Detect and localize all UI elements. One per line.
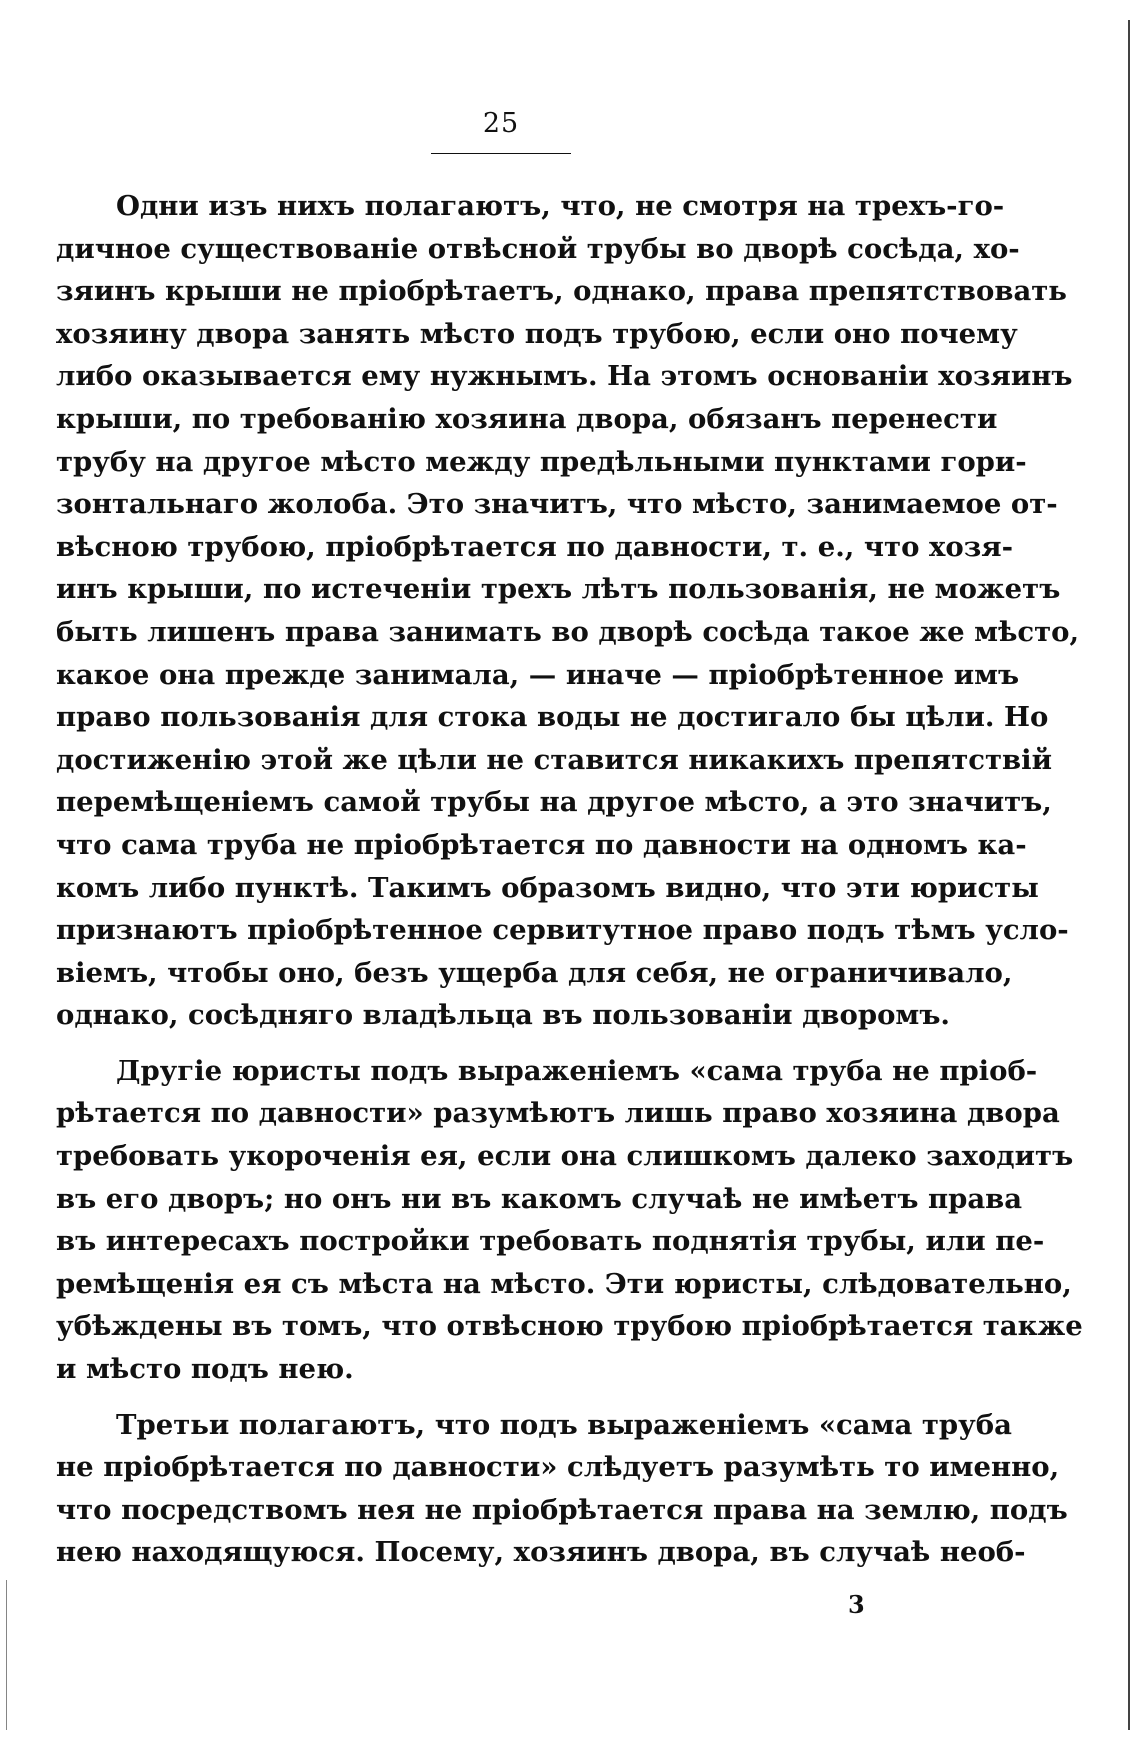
paragraph (56, 1404, 1068, 1574)
text-line: зонтальнаго жолоба. Это значитъ, что мѣсто, занимаемое от- (56, 488, 1058, 521)
text-line: и мѣсто подъ нею. (56, 1353, 354, 1386)
text-line: инъ крыши, по истеченіи трехъ лѣтъ пользованія, не можетъ (56, 573, 1061, 606)
paragraph (56, 185, 1080, 1037)
text-line: вѣсною трубою, пріобрѣтается по давности, т. е., что хозя- (56, 530, 1014, 563)
text-line: рѣтается по давности» разумѣютъ лишь право хозяина двора (56, 1097, 1060, 1130)
text-line: признаютъ пріобрѣтенное сервитутное право подъ тѣмъ усло- (56, 914, 1069, 947)
text-line: достиженію этой же цѣли не ставится никакихъ препятствій (56, 743, 1052, 776)
text-line: трубу на другое мѣсто между предѣльными пунктами гори- (56, 445, 1027, 478)
text-line: не пріобрѣтается по давности» слѣдуетъ разумѣть то именно, (56, 1451, 1060, 1484)
text-line: перемѣщеніемъ самой трубы на другое мѣсто, а это значитъ, (56, 786, 1052, 819)
text-line: ремѣщенія ея съ мѣста на мѣсто. Эти юристы, слѣдовательно, (56, 1267, 1072, 1300)
paragraph-gap (56, 1391, 951, 1404)
page-number: 25 (482, 108, 520, 139)
text-line: быть лишенъ права занимать во дворѣ сосѣда такое же мѣсто, (56, 615, 1080, 648)
text-line: Другіе юристы подъ выраженіемъ «сама труба не пріоб- (116, 1054, 1038, 1087)
text-line: требовать укороченія ея, если она слишкомъ далеко заходитъ (56, 1140, 1074, 1173)
text-line: что сама труба не пріобрѣтается по давности на одномъ ка- (56, 828, 1027, 861)
body-text (56, 185, 1083, 1574)
signature-mark: 3 (848, 1590, 865, 1619)
text-line: зяинъ крыши не пріобрѣтаетъ, однако, права препятствовать (56, 275, 1067, 308)
text-line: право пользованія для стока воды не достигало бы цѣли. Но (56, 701, 1049, 734)
text-line: въ его дворъ; но онъ ни въ какомъ случаѣ не имѣетъ права (56, 1182, 1023, 1215)
text-line: крыши, по требованію хозяина двора, обязанъ перенести (56, 402, 998, 435)
text-line: Третьи полагаютъ, что подъ выраженіемъ «сама труба (116, 1408, 1012, 1441)
text-line: либо оказывается ему нужнымъ. На этомъ основаніи хозяинъ (56, 360, 1073, 393)
text-line: убѣждены въ томъ, что отвѣсною трубою пріобрѣтается также (56, 1310, 1083, 1343)
text-line: комъ либо пунктѣ. Такимъ образомъ видно, что эти юристы (56, 871, 1039, 904)
text-line: віемъ, чтобы оно, безъ ущерба для себя, не ограничивало, (56, 956, 1013, 989)
paragraph-gap (56, 1037, 951, 1050)
text-line: нею находящуюся. Посему, хозяинъ двора, въ случаѣ необ- (56, 1536, 1026, 1569)
text-line: что посредствомъ нея не пріобрѣтается права на землю, подъ (56, 1493, 1068, 1526)
text-line: какое она прежде занимала, — иначе — пріобрѣтенное имъ (56, 658, 1020, 691)
text-line: хозяину двора занять мѣсто подъ трубою, если оно почему (56, 317, 1018, 350)
text-line: въ интересахъ постройки требовать поднятія трубы, или пе- (56, 1225, 1045, 1258)
text-line: Одни изъ нихъ полагаютъ, что, не смотря на трехъ-го- (116, 190, 1005, 222)
page-edge-shadow (1128, 20, 1130, 1730)
text-line: дичное существованіе отвѣсной трубы во дворѣ сосѣда, хо- (56, 232, 1020, 265)
text-line: однако, сосѣдняго владѣльца въ пользованіи дворомъ. (56, 999, 950, 1032)
paragraph (56, 1050, 1083, 1391)
page-number-rule (431, 153, 571, 154)
page-edge-mark (6, 1580, 7, 1730)
